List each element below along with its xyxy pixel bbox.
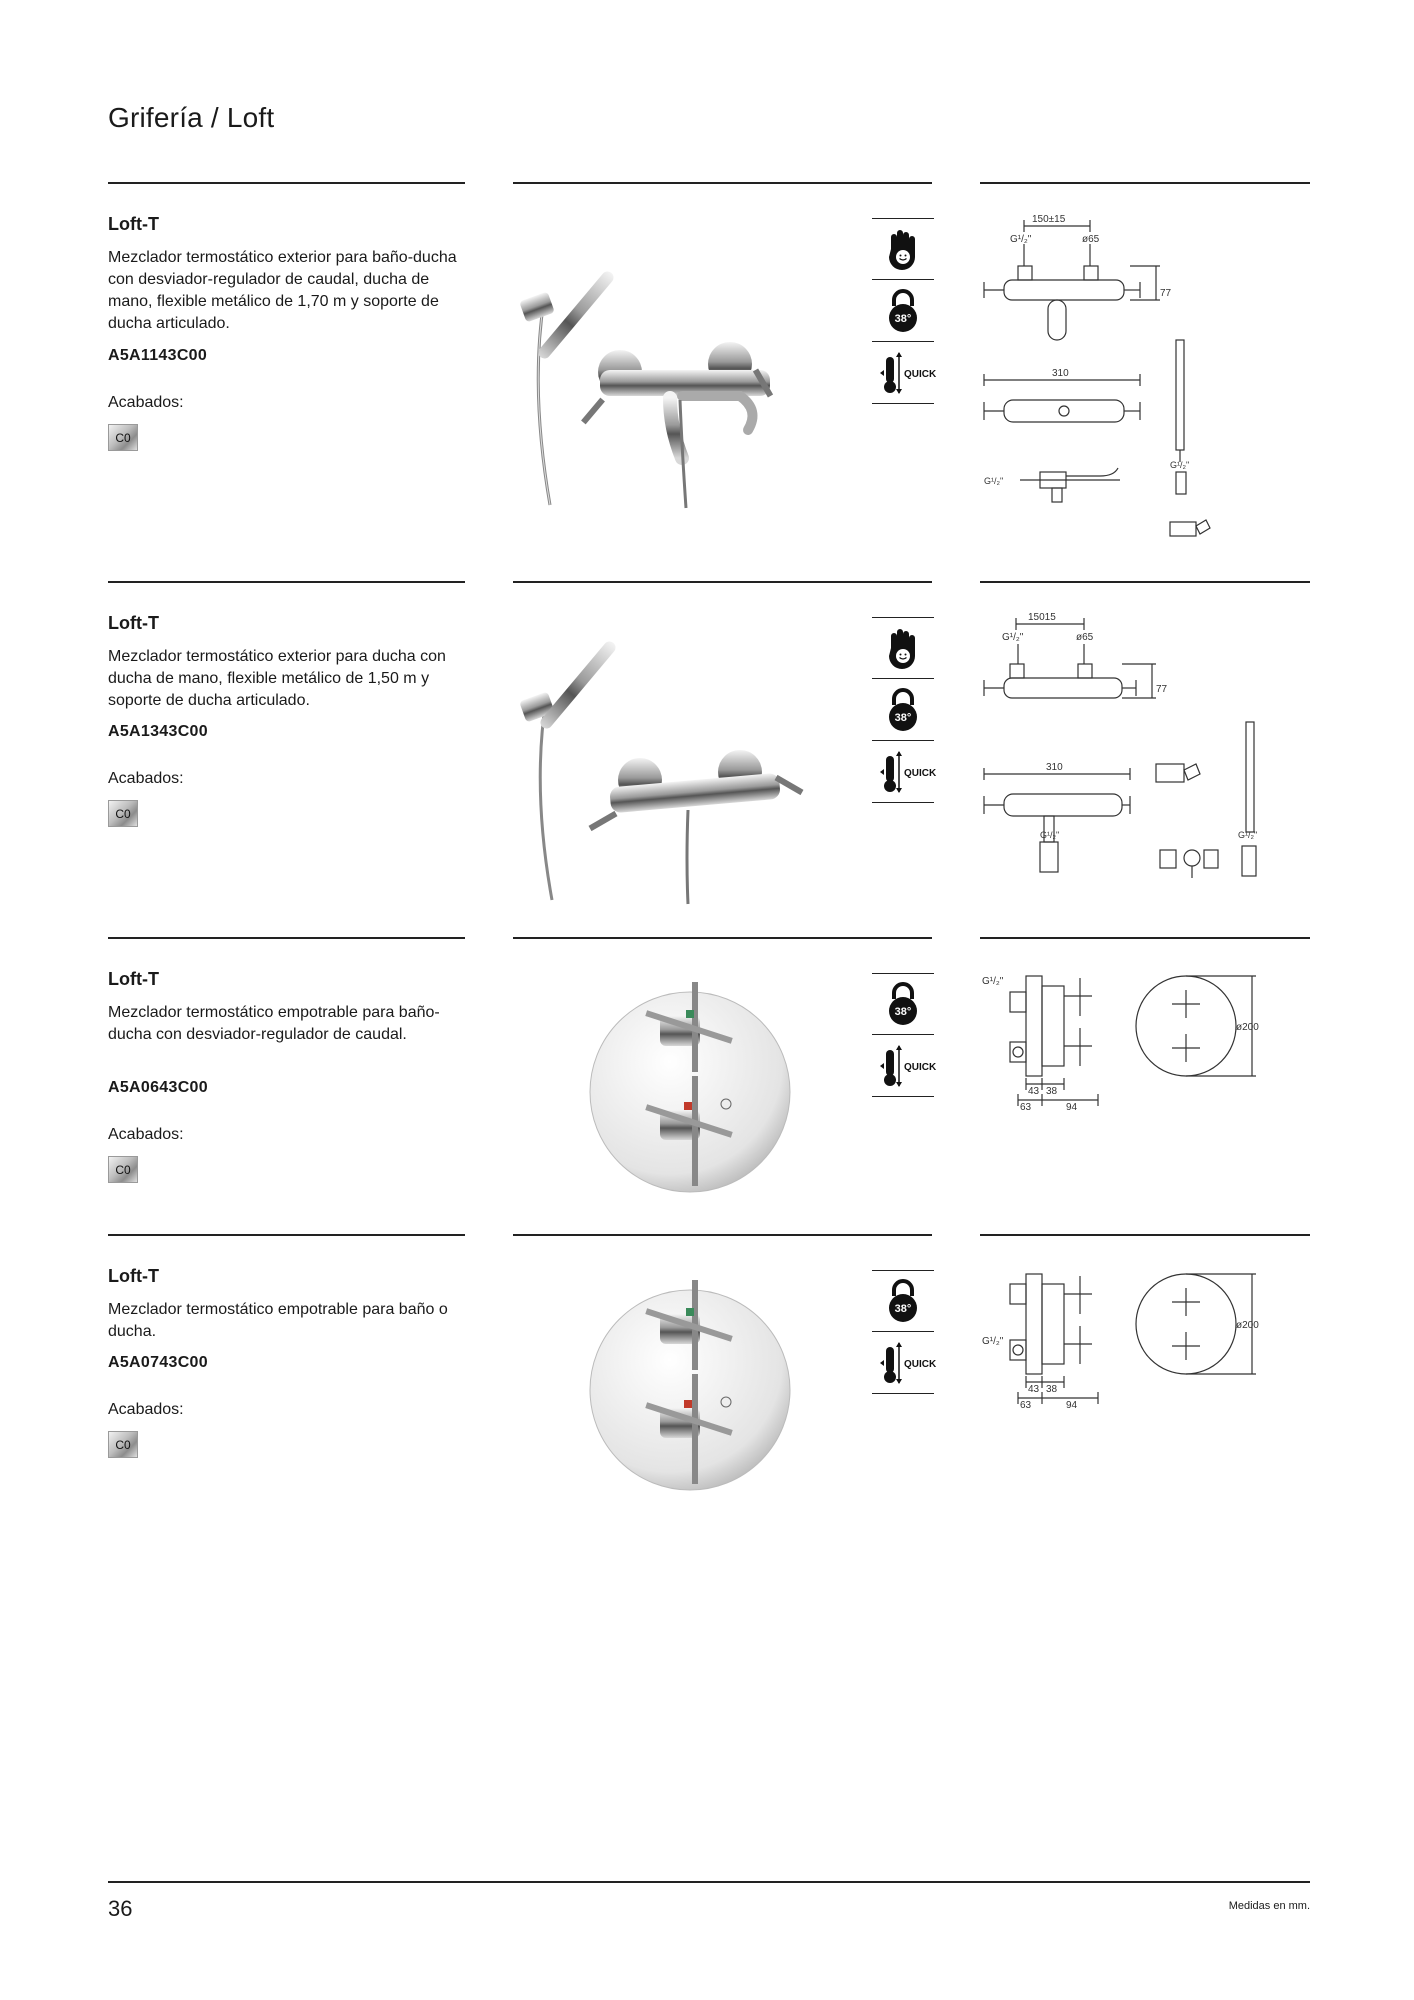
technical-drawing-1 (980, 210, 1310, 550)
dim-inlet: G¹/₂" (1002, 632, 1024, 643)
technical-drawing-2 (980, 610, 1310, 890)
page-title: Grifería / Loft (108, 102, 275, 133)
quick-temp-icon (872, 741, 937, 803)
feature-icons (872, 617, 937, 803)
lock-38-value: 38° (894, 1006, 912, 1018)
section-divider (513, 581, 932, 583)
section-divider (513, 1234, 932, 1236)
dim-plate-diameter: ø200 (1236, 1022, 1259, 1033)
feature-icons (872, 1270, 937, 1394)
product-photo-shower-mixer (520, 620, 850, 905)
dim-38: 38 (1046, 1086, 1058, 1097)
dim-diameter: ø65 (1082, 234, 1100, 245)
quick-label: QUICK (904, 767, 937, 779)
dim-spacing: 150±15 (1032, 214, 1066, 225)
quick-temp-icon (872, 1332, 937, 1394)
dim-inlet: G¹/₂" (1010, 234, 1032, 245)
product-description: Mezclador termostático exterior para baño-ducha con desviador-regulador de caudal, ducha de mano, flexible metálico de 1,70 m y soporte de ducha articulado. (108, 249, 457, 332)
product-code: A5A1143C00 (108, 347, 208, 364)
product-code: A5A0743C00 (108, 1354, 208, 1371)
product-code: A5A0643C00 (108, 1079, 208, 1096)
dim-height: 77 (1156, 684, 1168, 695)
finishes-label: Acabados: (108, 394, 184, 411)
dim-43: 43 (1028, 1086, 1040, 1097)
dim-63: 63 (1020, 1102, 1032, 1113)
finish-swatch-chrome: C0 (108, 424, 138, 451)
section-divider (513, 937, 932, 939)
section-divider (980, 937, 1310, 939)
section-divider (108, 1234, 465, 1236)
lock-38-value: 38° (894, 711, 912, 724)
finishes-label: Acabados: (108, 1126, 184, 1143)
lock-38-icon (872, 973, 934, 1035)
lock-38-value: 38° (894, 1303, 912, 1315)
child-safety-icon (872, 218, 934, 280)
product-description: Mezclador termostático empotrable para baño o ducha. (108, 1301, 448, 1340)
finish-swatch-chrome: C0 (108, 800, 138, 827)
section-divider (980, 1234, 1310, 1236)
section-divider (980, 182, 1310, 184)
footer-divider (108, 1881, 1310, 1883)
lock-38-icon (872, 679, 934, 741)
finishes-label: Acabados: (108, 770, 184, 787)
child-safety-icon (872, 617, 934, 679)
dim-inlet-side: G¹/₂" (984, 476, 1004, 486)
dim-plate-diameter: ø200 (1236, 1320, 1259, 1331)
product-description: Mezclador termostático empotrable para baño-ducha con desviador-regulador de caudal. (108, 1004, 440, 1043)
product-description: Mezclador termostático exterior para ducha con ducha de mano, flexible metálico de 1,50 m y soporte de ducha articulado. (108, 648, 446, 709)
product-name: Loft-T (108, 1266, 159, 1286)
finish-swatch-chrome: C0 (108, 1156, 138, 1183)
quick-label: QUICK (904, 1061, 937, 1073)
dim-width: 310 (1052, 368, 1069, 379)
section-divider (980, 581, 1310, 583)
dim-inlet-hose: G¹/₂" (1238, 830, 1258, 840)
product-photo-built-in-mixer (580, 1278, 800, 1498)
section-divider (108, 182, 465, 184)
feature-icons (872, 218, 937, 404)
section-divider (108, 937, 465, 939)
dim-inlet: G¹/₂" (982, 1336, 1004, 1347)
dim-height: 77 (1160, 288, 1172, 299)
dim-width: 310 (1046, 762, 1063, 773)
dim-63: 63 (1020, 1400, 1032, 1411)
section-divider (513, 182, 932, 184)
dim-spacing: 15015 (1028, 612, 1056, 623)
footer-note: Medidas en mm. (1228, 1900, 1310, 1912)
quick-label: QUICK (904, 1358, 937, 1370)
dim-94: 94 (1066, 1400, 1078, 1411)
lock-38-icon (872, 280, 934, 342)
product-name: Loft-T (108, 969, 159, 989)
feature-icons (872, 973, 937, 1097)
technical-drawing-4 (980, 1264, 1310, 1414)
finishes-label: Acabados: (108, 1401, 184, 1418)
lock-38-value: 38° (894, 312, 912, 325)
quick-temp-icon (872, 342, 937, 404)
quick-temp-icon (872, 1035, 937, 1097)
dim-43: 43 (1028, 1384, 1040, 1395)
lock-38-icon (872, 1270, 934, 1332)
technical-drawing-3 (980, 966, 1310, 1116)
section-divider (108, 581, 465, 583)
product-code: A5A1343C00 (108, 723, 208, 740)
dim-inlet: G¹/₂" (982, 976, 1004, 987)
dim-94: 94 (1066, 1102, 1078, 1113)
product-photo-built-in-mixer (580, 980, 800, 1200)
product-name: Loft-T (108, 613, 159, 633)
product-name: Loft-T (108, 214, 159, 234)
quick-label: QUICK (904, 368, 937, 380)
dim-38: 38 (1046, 1384, 1058, 1395)
dim-inlet-bottom: G¹/₂" (1040, 830, 1060, 840)
product-photo-bath-shower-mixer (520, 220, 850, 510)
page-number: 36 (108, 1896, 133, 1921)
dim-diameter: ø65 (1076, 632, 1094, 643)
dim-inlet-hose: G¹/₂" (1170, 460, 1190, 470)
finish-swatch-chrome: C0 (108, 1431, 138, 1458)
